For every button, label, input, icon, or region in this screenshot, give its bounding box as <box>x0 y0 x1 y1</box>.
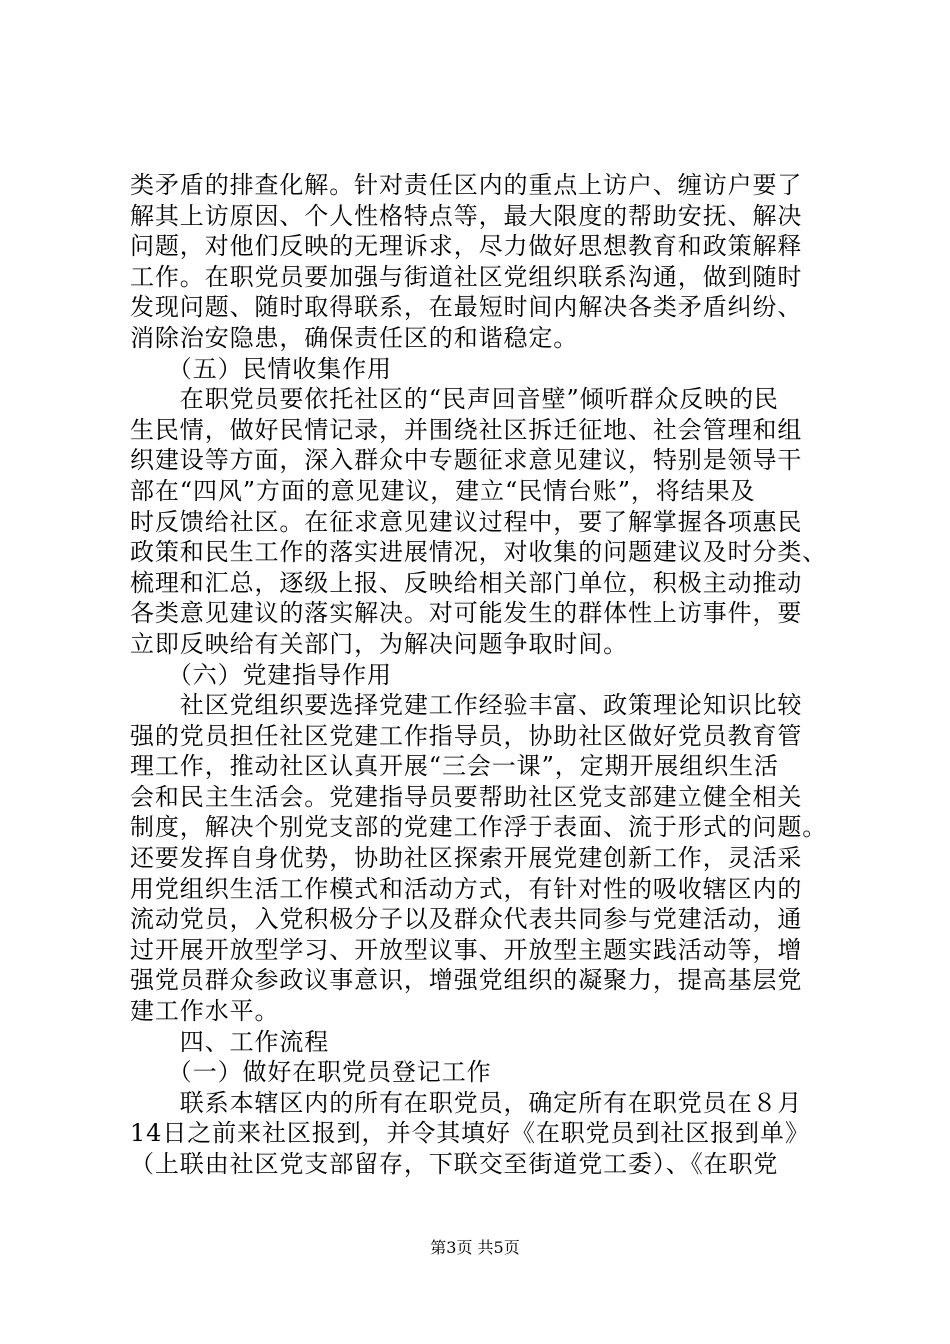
text-line: 社区党组织要选择党建工作经验丰富、政策理论知识比较 <box>130 691 803 720</box>
text-line: （上联由社区党支部留存，下联交至街道党工委）、《在职党 <box>130 1150 779 1178</box>
section-heading: 四、工作流程 <box>130 1027 330 1056</box>
text-line: 在职党员要依托社区的“民声回音壁”倾听群众反映的民 <box>130 385 779 414</box>
text-line: 强党员群众参政议事意识，增强党组织的凝聚力，提高基层党 <box>130 966 803 995</box>
text-line: 发现问题、随时取得联系，在最短时间内解决各类矛盾纠纷、 <box>130 293 803 322</box>
document-body <box>130 170 830 1180</box>
text-line: 过开展开放型学习、开放型议事、开放型主题实践活动等，增 <box>130 935 803 964</box>
text-line: 流动党员，入党积极分子以及群众代表共同参与党建活动，通 <box>130 905 803 934</box>
text-line: 消除治安隐患，确保责任区的和谐稳定。 <box>130 323 579 352</box>
page-number-footer: 第3页 共5页 <box>430 1238 520 1257</box>
text-line: 强的党员担任社区党建工作指导员，协助社区做好党员教育管 <box>130 721 803 750</box>
text-line: 建工作水平。 <box>130 997 280 1026</box>
text-line: 各类意见建议的落实解决。对可能发生的群体性上访事件，要 <box>130 599 803 628</box>
text-line: 立即反映给有关部门，为解决问题争取时间。 <box>130 629 628 658</box>
text-line: 解其上访原因、个人性格特点等，最大限度的帮助安抚、解决 <box>130 201 803 230</box>
text-line: 会和民主生活会。党建指导员要帮助社区党支部建立健全相关 <box>130 782 803 811</box>
text-line: 还要发挥自身优势，协助社区探索开展党建创新工作，灵活采 <box>130 844 803 873</box>
section-heading: （一）做好在职党员登记工作 <box>130 1058 492 1087</box>
text-line: 理工作，推动社区认真开展“三会一课”，定期开展组织生活 <box>130 752 779 781</box>
text-line: 制度，解决个别党支部的党建工作浮于表面、流于形式的问题。 <box>130 813 828 842</box>
text-line: 联系本辖区内的所有在职党员，确定所有在职党员在８月 <box>130 1088 803 1117</box>
text-line: 政策和民生工作的落实进展情况，对收集的问题建议及时分类、 <box>130 538 828 567</box>
text-line: 14日之前来社区报到，并令其填好《在职党员到社区报到单》 <box>130 1119 810 1148</box>
text-line: 时反馈给社区。在征求意见建议过程中，要了解掌握各项惠民 <box>130 507 803 536</box>
text-line: 部在“四风”方面的意见建议，建立“民情台账”，将结果及 <box>130 476 756 505</box>
text-line: 织建设等方面，深入群众中专题征求意见建议，特别是领导干 <box>130 446 803 475</box>
section-heading: （五）民情收集作用 <box>130 354 392 383</box>
text-line: 梳理和汇总，逐级上报、反映给相关部门单位，积极主动推动 <box>130 568 803 597</box>
text-line: 用党组织生活工作模式和活动方式，有针对性的吸收辖区内的 <box>130 874 803 903</box>
text-line: 问题，对他们反映的无理诉求，尽力做好思想教育和政策解释 <box>130 232 803 261</box>
text-line: 生民情，做好民情记录，并围绕社区拆迁征地、社会管理和组 <box>130 415 803 444</box>
text-line: 类矛盾的排查化解。针对责任区内的重点上访户、缠访户要了 <box>130 171 803 199</box>
text-line: 工作。在职党员要加强与街道社区党组织联系沟通，做到随时 <box>130 262 803 291</box>
section-heading: （六）党建指导作用 <box>130 660 392 689</box>
